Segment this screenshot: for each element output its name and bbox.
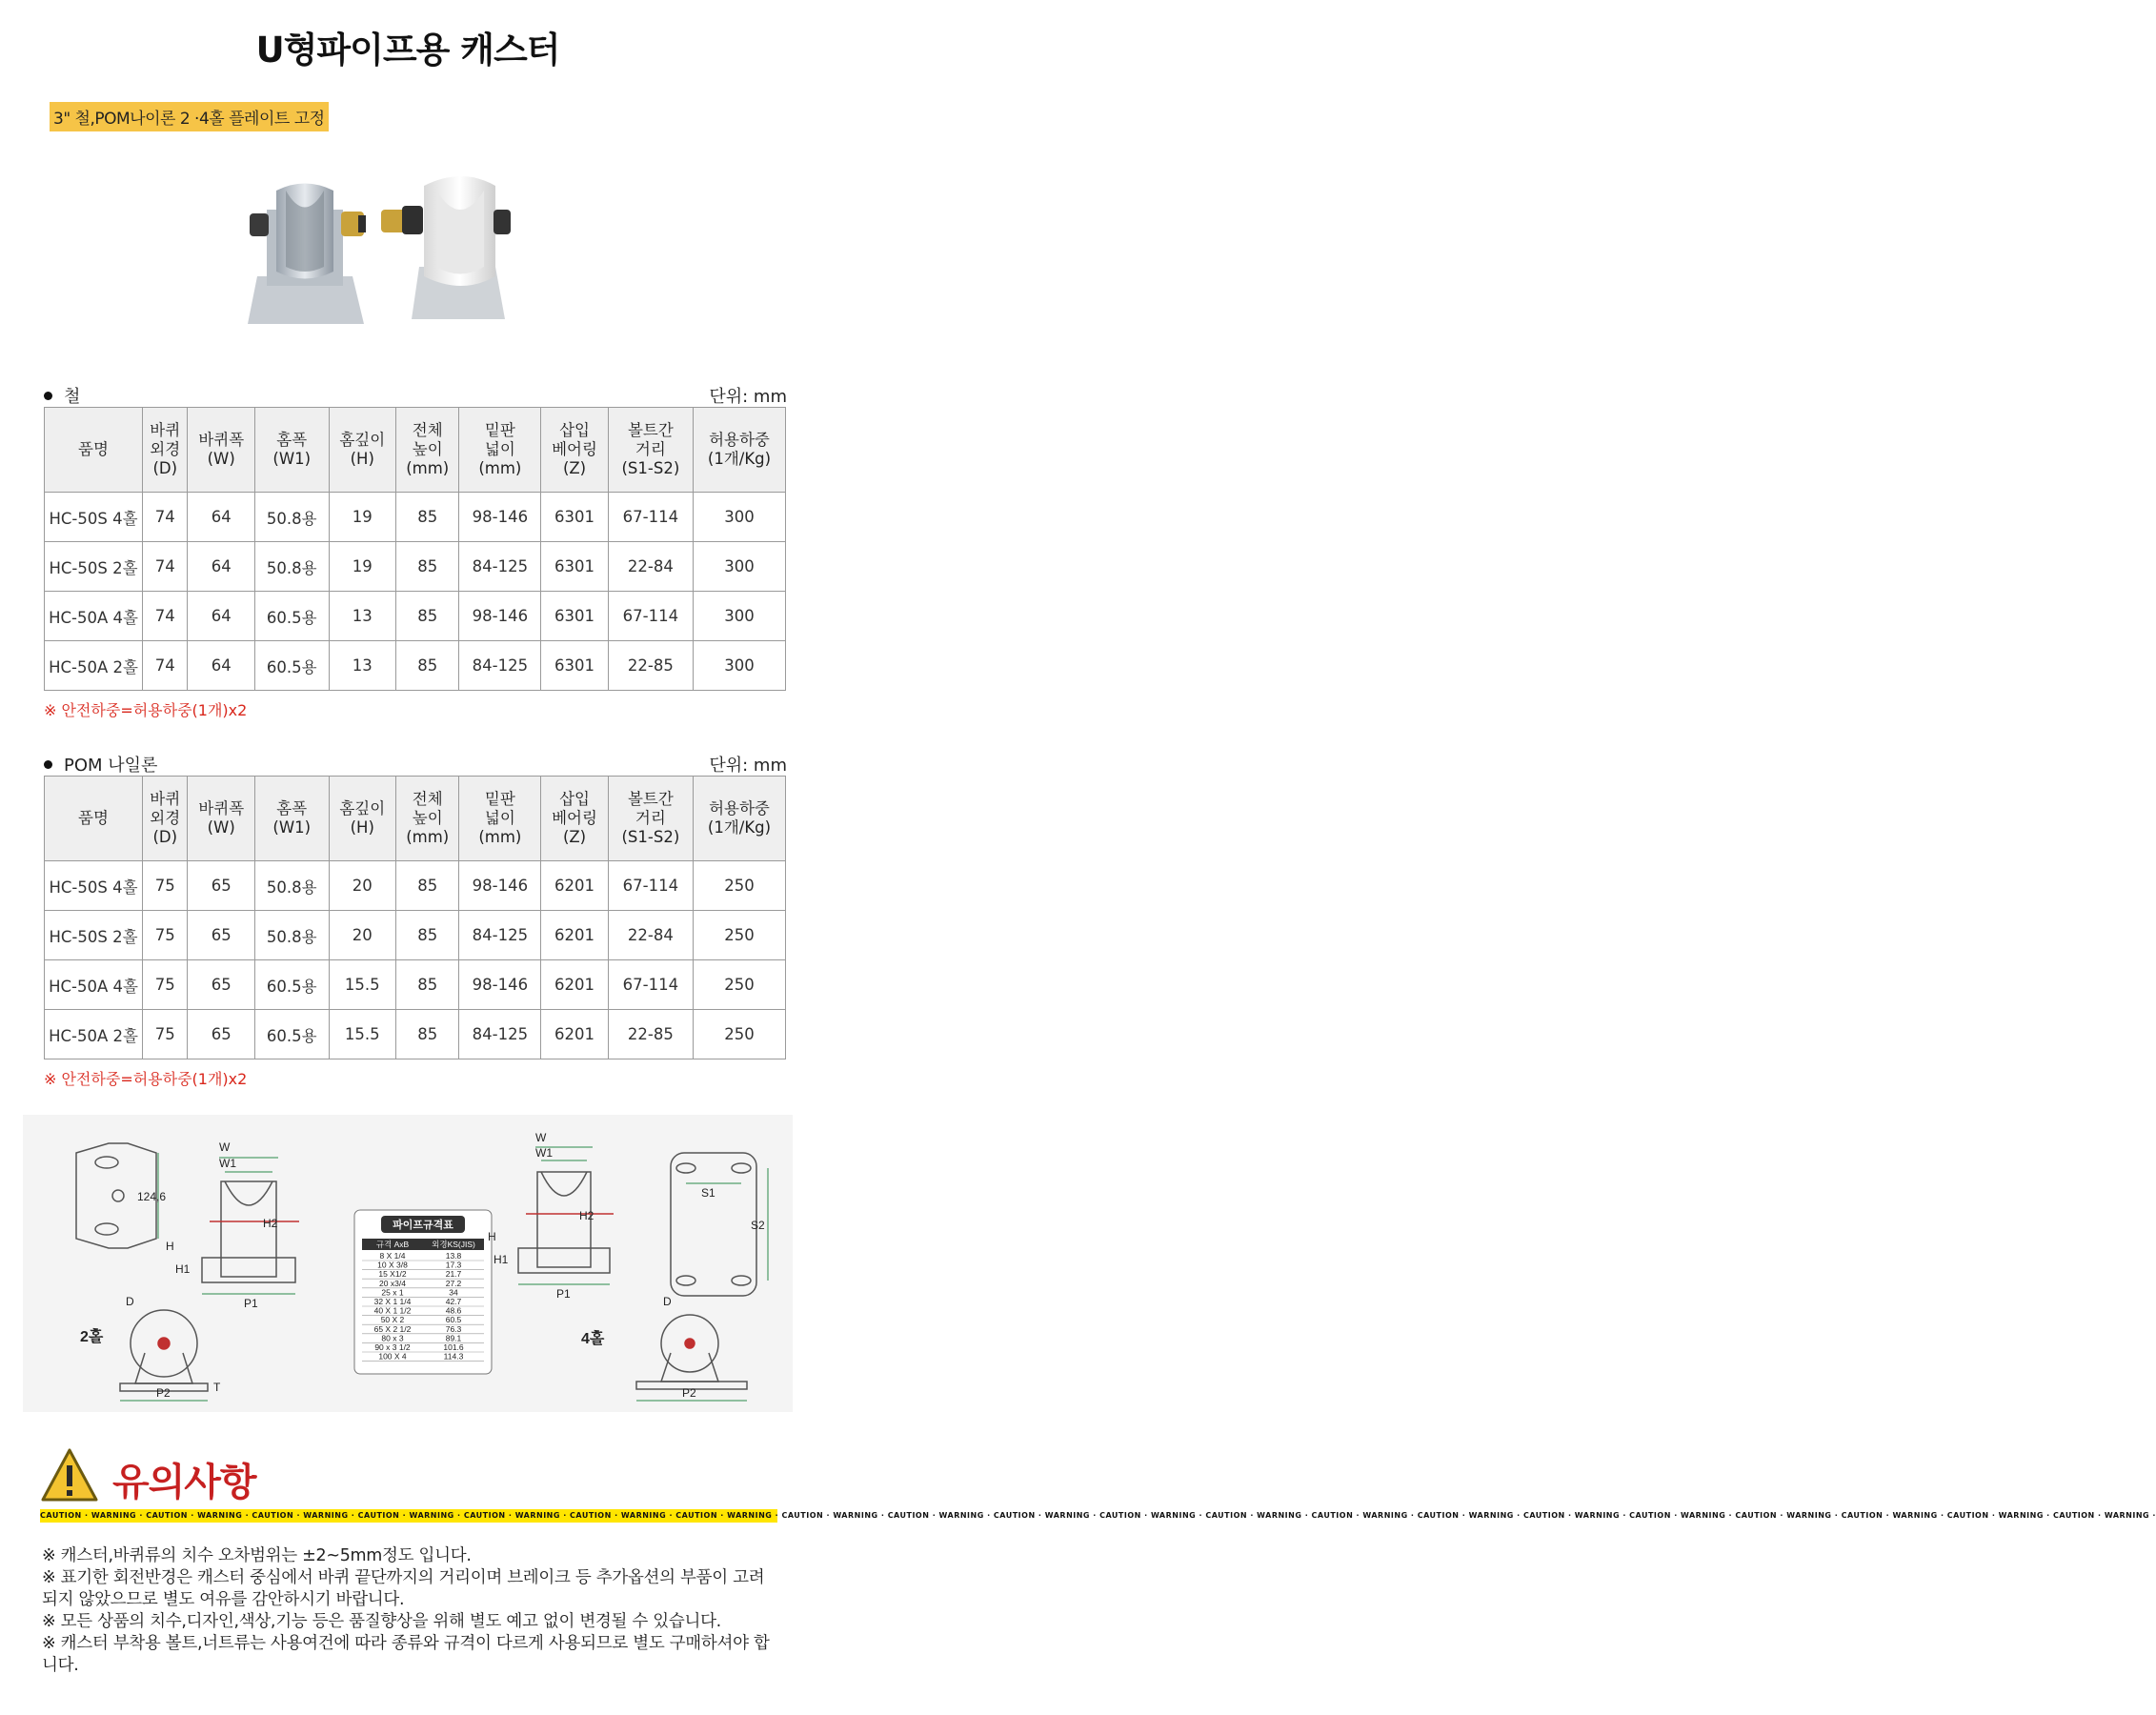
four-hole-front-view — [518, 1172, 614, 1273]
table-cell: 65 — [188, 861, 255, 911]
table-cell: 300 — [693, 641, 785, 691]
two-hole-front-view — [202, 1181, 299, 1282]
table-cell: 75 — [143, 1010, 188, 1059]
label-p1: P1 — [244, 1297, 258, 1310]
pipe-size-cell: 8 X 1/4 — [379, 1251, 406, 1261]
table-cell: 22-84 — [608, 911, 693, 960]
table-header-row — [45, 408, 786, 493]
column-header: 품명 — [45, 777, 143, 861]
pom-section-heading — [44, 752, 787, 777]
table-cell: 65 — [188, 1010, 255, 1059]
pipe-size-cell: 65 X 2 1/2 — [373, 1323, 412, 1334]
table-cell: 84-125 — [459, 911, 541, 960]
table-cell: 85 — [396, 911, 459, 960]
column-header: 볼트간 거리 (S1-S2) — [608, 408, 693, 493]
label-p1-right: P1 — [556, 1287, 571, 1301]
table-cell: 19 — [329, 542, 396, 592]
label-h2-right: H2 — [579, 1209, 594, 1222]
notice-line: ※ 표기한 회전반경은 캐스터 중심에서 바퀴 끝단까지의 거리이며 브레이크 등 추가옵션의 부품이 고려되지 않았으므로 별도 여유를 감안하시기 바랍니다. — [42, 1568, 765, 1609]
table-cell: HC-50A 2홀 — [45, 1010, 143, 1059]
column-header: 품명 — [45, 408, 143, 493]
pipe-od-cell: 76.3 — [445, 1323, 462, 1334]
pom-heading-text: POM 나일론 — [64, 756, 158, 776]
table-cell: HC-50S 2홀 — [45, 542, 143, 592]
table-cell: 85 — [396, 641, 459, 691]
table-cell: 84-125 — [459, 1010, 541, 1059]
table-cell: 250 — [693, 861, 785, 911]
four-hole-label: 4홀 — [581, 1331, 605, 1347]
pom-safety-note: ※ 안전하중=허용하중(1개)x2 — [44, 1070, 248, 1088]
iron-heading-text: 철 — [64, 387, 81, 407]
table-cell: 6201 — [541, 960, 609, 1010]
table-cell: 50.8용 — [254, 861, 329, 911]
table-cell: 300 — [693, 493, 785, 542]
table-cell: 64 — [188, 493, 255, 542]
table-cell: 6301 — [541, 592, 609, 641]
table-cell: 75 — [143, 911, 188, 960]
label-h2: H2 — [263, 1217, 278, 1230]
column-header: 밑판 넓이 (mm) — [459, 408, 541, 493]
pom-spec-table — [44, 776, 786, 1059]
column-header: 볼트간 거리 (S1-S2) — [608, 777, 693, 861]
table-cell: 6201 — [541, 911, 609, 960]
label-w1-right: W1 — [535, 1146, 553, 1160]
table-cell: 6301 — [541, 542, 609, 592]
table-cell: 84-125 — [459, 641, 541, 691]
label-h-right: H — [488, 1230, 496, 1243]
table-row — [45, 1010, 786, 1059]
column-header: 밑판 넓이 (mm) — [459, 777, 541, 861]
table-cell: 50.8용 — [254, 911, 329, 960]
table-cell: 22-84 — [608, 542, 693, 592]
pipe-od-cell: 60.5 — [445, 1315, 462, 1325]
table-cell: 19 — [329, 493, 396, 542]
table-cell: 6301 — [541, 493, 609, 542]
pipe-od-cell: 42.7 — [445, 1297, 462, 1306]
column-header: 삽입 베어링 (Z) — [541, 777, 609, 861]
bullet-icon — [44, 760, 52, 769]
warning-title: 유의사항 — [112, 1461, 256, 1504]
table-cell: 74 — [143, 542, 188, 592]
table-cell: 98-146 — [459, 493, 541, 542]
table-cell: 74 — [143, 641, 188, 691]
table-row — [45, 542, 786, 592]
table-cell: 85 — [396, 861, 459, 911]
caster-photo — [191, 133, 629, 358]
label-w1: W1 — [219, 1157, 236, 1170]
table-cell: 60.5용 — [254, 1010, 329, 1059]
two-hole-label: 2홀 — [80, 1329, 104, 1345]
unit-label: 단위: mm — [709, 387, 787, 407]
table-cell: HC-50A 4홀 — [45, 592, 143, 641]
label-s1: S1 — [701, 1186, 715, 1200]
table-row — [45, 493, 786, 542]
table-row — [45, 960, 786, 1010]
unit-label: 단위: mm — [709, 756, 787, 776]
label-d-right: D — [663, 1295, 672, 1308]
column-header: 허용하중 (1개/Kg) — [693, 777, 785, 861]
table-cell: 74 — [143, 493, 188, 542]
table-cell: 67-114 — [608, 960, 693, 1010]
column-header: 바퀴 외경 (D) — [143, 408, 188, 493]
pipe-od-cell: 21.7 — [445, 1269, 462, 1280]
iron-safety-note: ※ 안전하중=허용하중(1개)x2 — [44, 701, 248, 719]
table-cell: 22-85 — [608, 1010, 693, 1059]
pipe-od-cell: 17.3 — [445, 1260, 462, 1270]
label-s2: S2 — [751, 1219, 765, 1232]
column-header: 바퀴 외경 (D) — [143, 777, 188, 861]
table-cell: 84-125 — [459, 542, 541, 592]
steel-caster — [248, 184, 366, 325]
table-cell: 98-146 — [459, 592, 541, 641]
table-cell: 65 — [188, 911, 255, 960]
pipe-table-title: 파이프규격표 — [393, 1220, 453, 1231]
table-cell: 20 — [329, 911, 396, 960]
product-subtitle: 3" 철,POM나이론 2 ·4홀 플레이트 고정 — [50, 102, 329, 131]
table-cell: 64 — [188, 641, 255, 691]
table-cell: 6301 — [541, 641, 609, 691]
table-row — [45, 861, 786, 911]
notice-list — [42, 1545, 777, 1677]
table-cell: HC-50A 2홀 — [45, 641, 143, 691]
table-cell: 6201 — [541, 1010, 609, 1059]
table-cell: 60.5용 — [254, 592, 329, 641]
iron-spec-table — [44, 407, 786, 691]
column-header: 홈폭 (W1) — [254, 408, 329, 493]
table-header-row — [45, 777, 786, 861]
pipe-size-cell: 80 x 3 — [381, 1333, 404, 1343]
pipe-od-cell: 114.3 — [443, 1351, 464, 1362]
notice-line: ※ 캐스터,바퀴류의 치수 오차범위는 ±2~5mm정도 입니다. — [42, 1546, 472, 1565]
four-hole-plate-top-view — [671, 1153, 756, 1296]
pipe-size-cell: 15 X1/2 — [378, 1269, 407, 1280]
table-cell: 98-146 — [459, 861, 541, 911]
label-w: W — [219, 1140, 231, 1154]
table-cell: HC-50S 4홀 — [45, 861, 143, 911]
table-cell: HC-50S 2홀 — [45, 911, 143, 960]
table-cell: 20 — [329, 861, 396, 911]
iron-section-heading — [44, 383, 787, 408]
column-header: 홈깊이 (H) — [329, 408, 396, 493]
pipe-size-cell: 32 X 1 1/4 — [373, 1297, 412, 1306]
table-cell: 60.5용 — [254, 960, 329, 1010]
pipe-od-cell: 89.1 — [445, 1333, 462, 1343]
column-header: 바퀴폭 (W) — [188, 777, 255, 861]
table-cell: 50.8용 — [254, 493, 329, 542]
table-cell: 74 — [143, 592, 188, 641]
table-row — [45, 911, 786, 960]
column-header: 삽입 베어링 (Z) — [541, 408, 609, 493]
label-w-right: W — [535, 1131, 547, 1144]
label-p2-right: P2 — [682, 1386, 696, 1400]
dimension-diagram — [23, 1115, 793, 1412]
pipe-size-cell: 50 X 2 — [380, 1315, 405, 1325]
pipe-size-cell: 10 X 3/8 — [377, 1260, 408, 1270]
pipe-size-cell: 25 x 1 — [381, 1287, 404, 1298]
table-cell: 250 — [693, 960, 785, 1010]
table-cell: 85 — [396, 493, 459, 542]
pipe-od-cell: 48.6 — [445, 1305, 462, 1316]
pipe-od-cell: 27.2 — [445, 1278, 462, 1288]
column-header: 홈깊이 (H) — [329, 777, 396, 861]
column-header: 전체 높이 (mm) — [396, 777, 459, 861]
dim-label: 124,6 — [137, 1190, 167, 1203]
table-cell: 300 — [693, 592, 785, 641]
table-cell: 6201 — [541, 861, 609, 911]
table-row — [45, 641, 786, 691]
table-cell: 250 — [693, 911, 785, 960]
table-cell: 67-114 — [608, 861, 693, 911]
pom-caster — [381, 176, 511, 319]
table-cell: 64 — [188, 592, 255, 641]
label-h1: H1 — [175, 1262, 191, 1276]
table-cell: 13 — [329, 592, 396, 641]
label-d: D — [126, 1295, 134, 1308]
table-cell: 75 — [143, 960, 188, 1010]
label-p2: P2 — [156, 1386, 171, 1400]
pipe-od-cell: 101.6 — [443, 1342, 464, 1352]
pipe-od-cell: 34 — [449, 1287, 458, 1298]
table-cell: 85 — [396, 592, 459, 641]
pipe-od-cell: 13.8 — [445, 1251, 462, 1261]
label-t: T — [213, 1381, 221, 1394]
table-cell: 65 — [188, 960, 255, 1010]
table-cell: 67-114 — [608, 592, 693, 641]
column-header: 전체 높이 (mm) — [396, 408, 459, 493]
pipe-size-cell: 20 x3/4 — [379, 1278, 406, 1288]
label-h: H — [166, 1240, 174, 1253]
table-cell: 15.5 — [329, 1010, 396, 1059]
table-cell: 22-85 — [608, 641, 693, 691]
pipe-size-cell: 100 X 4 — [378, 1351, 407, 1362]
pipe-size-cell: 90 x 3 1/2 — [374, 1342, 411, 1352]
notice-line: ※ 모든 상품의 치수,디자인,색상,기능 등은 품질향상을 위해 별도 예고 없이 변경될 수 있습니다. — [42, 1612, 721, 1631]
column-header: 바퀴폭 (W) — [188, 408, 255, 493]
table-cell: 50.8용 — [254, 542, 329, 592]
notice-line: ※ 캐스터 부착용 볼트,너트류는 사용여건에 따라 종류와 규격이 다르게 사용되므로 별도 구매하셔야 합니다. — [42, 1634, 770, 1675]
table-cell: 85 — [396, 1010, 459, 1059]
table-cell: 75 — [143, 861, 188, 911]
table-row — [45, 592, 786, 641]
pipe-size-cell: 40 X 1 1/2 — [373, 1305, 412, 1316]
pipe-col2-header: 외경KS(JIS) — [432, 1240, 475, 1249]
table-cell: 300 — [693, 542, 785, 592]
pipe-col1-header: 규격 AxB — [375, 1240, 410, 1249]
column-header: 허용하중 (1개/Kg) — [693, 408, 785, 493]
table-cell: HC-50A 4홀 — [45, 960, 143, 1010]
column-header: 홈폭 (W1) — [254, 777, 329, 861]
table-cell: 85 — [396, 542, 459, 592]
caution-strip: CAUTION · WARNING · CAUTION · WARNING · CAUTION · WARNING · CAUTION · WARNING · CAUTION · WARNING · CAUTION · WARNING · CAUTION · WARNING · CAUTION · WARNING · CAUTION · WARNING · CAUTION · WARNING · CAUTION · WARNING · CAUTION · WARNING · CAUTION · WARNING · CAUTION · WARNING · CAUTION · WARNING · CAUTION · WARNING · CAUTION · WARNING · CAUTION · WARNING · CAUTION · WARNING · CAUTION · WARNING · — [40, 1509, 777, 1523]
table-cell: 15.5 — [329, 960, 396, 1010]
warning-icon — [40, 1446, 99, 1505]
table-cell: 64 — [188, 542, 255, 592]
four-hole-side-view — [636, 1315, 747, 1389]
page-title: U형파이프용 캐스터 — [255, 30, 560, 71]
table-cell: HC-50S 4홀 — [45, 493, 143, 542]
table-cell: 67-114 — [608, 493, 693, 542]
bullet-icon — [44, 392, 52, 400]
table-cell: 98-146 — [459, 960, 541, 1010]
table-cell: 60.5용 — [254, 641, 329, 691]
table-cell: 250 — [693, 1010, 785, 1059]
label-h1-right: H1 — [494, 1253, 509, 1266]
table-cell: 85 — [396, 960, 459, 1010]
two-hole-side-view — [120, 1310, 208, 1391]
pipe-spec-table — [354, 1210, 492, 1374]
table-cell: 13 — [329, 641, 396, 691]
